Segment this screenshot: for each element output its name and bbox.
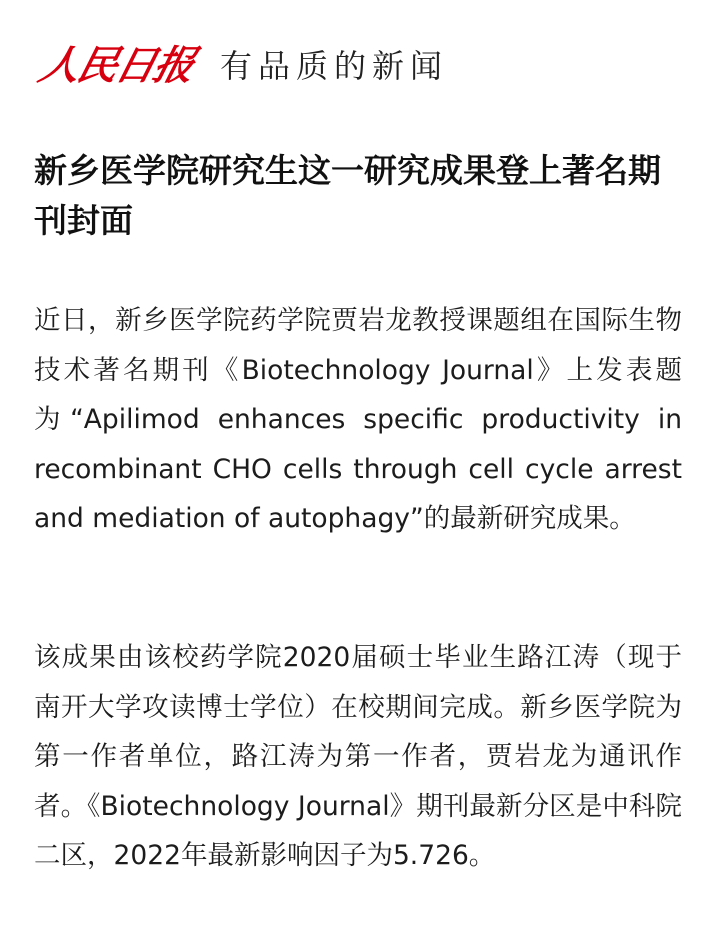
header [34, 38, 680, 94]
article-paragraph-1: 近日，新乡医学院药学院贾岩龙教授课题组在国际生物技术著名期刊《Biotechnology Journal》上发表题为“Apilimod enhances specific productivity in recombinant CHO cells through cell cycle arrest and mediation of autophagy”的最新研究成果。 [34, 305, 682, 534]
header-slogan: 有品质的新闻 [220, 47, 449, 85]
people-daily-logo[interactable]: 人民日报 [34, 42, 198, 89]
article-paragraph-2: 该成果由该校药学院2020届硕士毕业生路江涛（现于南开大学攻读博士学位）在校期间完成。新乡医学院为第一作者单位，路江涛为第一作者，贾岩龙为通讯作者。《Biotechnology Journal》期刊最新分区是中科院二区，2022年最新影响因子为5.726。 [34, 642, 682, 871]
article-title: 新乡医学院研究生这一研究成果登上著名期刊封面 [34, 151, 661, 240]
